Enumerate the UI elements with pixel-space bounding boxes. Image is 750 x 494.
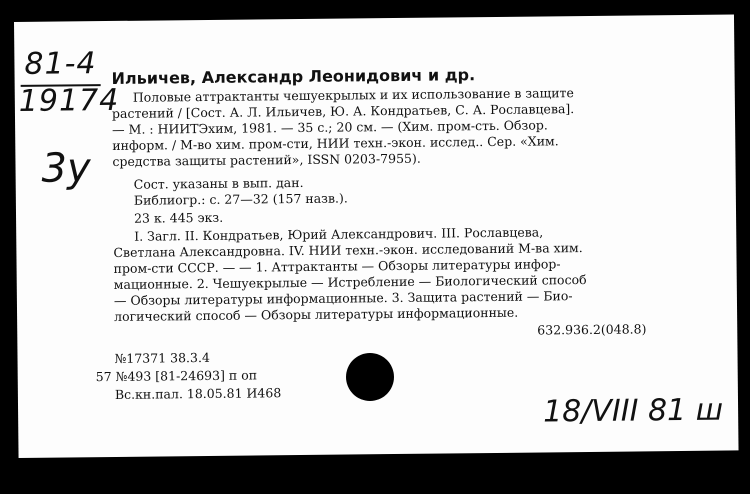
- body-line: — Обзоры литературы информационные. 3. Защита растений — Био-: [113, 288, 573, 308]
- body-line: средства защиты растений», ISSN 0203-7955).: [112, 150, 421, 169]
- footer-line: 57 №493 [81-24693] п оп: [95, 367, 258, 385]
- body-line: пром-сти СССР. — — 1. Аттрактанты — Обзоры литературы инфор-: [113, 256, 561, 276]
- body-line: информ. / М-во хим. пром-сти, НИИ техн.-экон. исслед.. Сер. «Хим.: [112, 133, 559, 153]
- body-line: мационные. 2. Чешуекрылые — Истребление — Биологический способ: [113, 272, 587, 292]
- body-line: Сост. указаны в вып. дан.: [133, 174, 304, 192]
- footer-line: №17371 38.3.4: [114, 349, 210, 366]
- margin-mark: 3y: [41, 145, 91, 192]
- body-line: Половые аттрактанты чешуекрылых и их использование в защите: [132, 85, 574, 105]
- body-line: — М. : НИИТЭхим, 1981. — 35 с.; 20 см. — (Хим. пром-сть. Обзор.: [112, 117, 548, 137]
- body-line: 23 к. 445 экз.: [133, 209, 224, 226]
- body-line: Светлана Александровна. IV. НИИ техн.-экон. исследований М-ва хим.: [113, 240, 583, 260]
- body-line: растений / [Сост. А. Л. Ильичев, Ю. А. Кондратьев, С. А. Рославцева].: [111, 101, 575, 121]
- body-line: логический способ — Обзоры литературы информационные.: [114, 304, 519, 324]
- card-heading: Ильичев, Александр Леонидович и др.: [111, 65, 476, 88]
- punch-hole: [346, 353, 394, 401]
- body-line: I. Загл. II. Кондратьев, Юрий Александрович. III. Рославцева,: [134, 224, 544, 244]
- call-number-bottom: 19174: [18, 82, 120, 119]
- call-number-top: 81-4: [24, 46, 97, 82]
- body-line: Библиогр.: с. 27—32 (157 назв.).: [133, 190, 348, 208]
- classification-code: 632.936.2(048.8): [537, 321, 647, 338]
- handwritten-signature: 18/VIII 81 ш: [542, 392, 724, 430]
- footer-line: Вс.кн.пал. 18.05.81 И468: [114, 385, 282, 402]
